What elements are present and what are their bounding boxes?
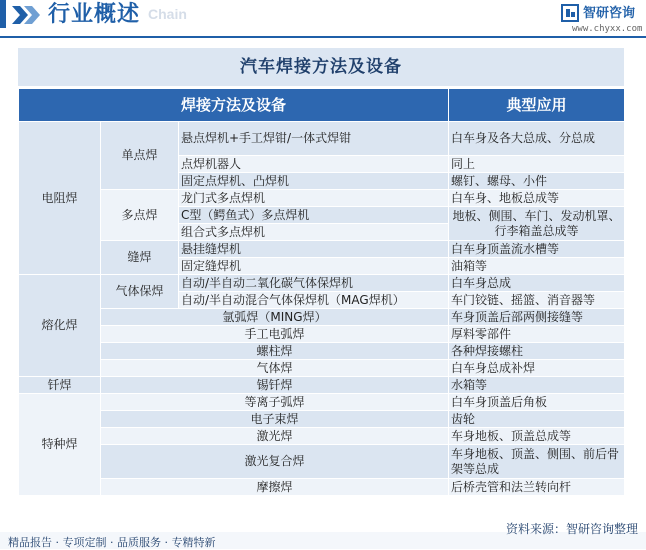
- col-header-methods: 焊接方法及设备: [19, 89, 449, 122]
- equipment-cell: 固定点焊机、凸焊机: [179, 173, 449, 190]
- footer-services: 精品报告 · 专项定制 · 品质服务 · 专精特新: [8, 536, 216, 549]
- page-header: [0, 0, 646, 40]
- table-row: [19, 479, 625, 496]
- equipment-cell: 摩擦焊: [101, 479, 449, 496]
- table-row: [19, 275, 625, 292]
- table-row: [19, 190, 625, 207]
- double-chevron-icon: [10, 4, 40, 26]
- application-cell: 白车身、地板总成等: [449, 190, 625, 207]
- subgroup-spot: 单点焊: [101, 122, 179, 190]
- equipment-cell: 氩弧焊（MING焊）: [101, 309, 449, 326]
- application-cell: 水箱等: [449, 377, 625, 394]
- table-header-row: [19, 89, 625, 122]
- application-cell: 车身顶盖后部两侧接缝等: [449, 309, 625, 326]
- equipment-cell: 手工电弧焊: [101, 326, 449, 343]
- application-cell: 车身地板、顶盖、侧围、前后骨架等总成: [449, 445, 625, 479]
- subgroup-multi: 多点焊: [101, 190, 179, 241]
- equipment-cell: 点焊机器人: [179, 156, 449, 173]
- group-resistance: 电阻焊: [19, 122, 101, 275]
- equipment-cell: 螺柱焊: [101, 343, 449, 360]
- table-row: [19, 309, 625, 326]
- equipment-cell: 等离子弧焊: [101, 394, 449, 411]
- subgroup-gas: 气体保焊: [101, 275, 179, 309]
- equipment-cell: 激光焊: [101, 428, 449, 445]
- group-brazing: 钎焊: [19, 377, 101, 394]
- header-accent-bar: [0, 0, 6, 28]
- equipment-cell: 龙门式多点焊机: [179, 190, 449, 207]
- equipment-cell: 自动/半自动二氧化碳气体保焊机: [179, 275, 449, 292]
- equipment-cell: 电子束焊: [101, 411, 449, 428]
- equipment-cell: 气体焊: [101, 360, 449, 377]
- brand-url[interactable]: www.chyxx.com: [572, 24, 643, 34]
- brand-name: 智研咨询: [583, 6, 636, 21]
- equipment-cell: 悬点焊机+手工焊钳/一体式焊钳: [179, 122, 449, 156]
- application-cell: 同上: [449, 156, 625, 173]
- table-row: [19, 326, 625, 343]
- table-row: [19, 343, 625, 360]
- equipment-cell: 组合式多点焊机: [179, 224, 449, 241]
- source-note: 资料来源：智研咨询整理: [505, 522, 638, 536]
- brand-logo-icon: [561, 4, 579, 22]
- application-cell: 各种焊接螺柱: [449, 343, 625, 360]
- equipment-cell: 锡钎焊: [101, 377, 449, 394]
- application-cell: 白车身顶盖后角板: [449, 394, 625, 411]
- group-special: 特种焊: [19, 394, 101, 496]
- equipment-cell: C型（鳄鱼式）多点焊机: [179, 207, 449, 224]
- application-cell: 白车身及各大总成、分总成: [449, 122, 625, 156]
- table-title: 汽车焊接方法及设备: [18, 48, 624, 86]
- application-cell: 白车身总成: [449, 275, 625, 292]
- equipment-cell: 激光复合焊: [101, 445, 449, 479]
- application-cell: 地板、侧围、车门、发动机罩、行李箱盖总成等: [449, 207, 625, 241]
- table-row: [19, 411, 625, 428]
- col-header-applications: 典型应用: [449, 89, 625, 122]
- subgroup-seam: 缝焊: [101, 241, 179, 275]
- table-row: [19, 122, 625, 156]
- watermark: Chain: [148, 6, 187, 22]
- table-row: [19, 445, 625, 479]
- application-cell: 白车身总成补焊: [449, 360, 625, 377]
- table-row: [19, 241, 625, 258]
- equipment-cell: 悬挂缝焊机: [179, 241, 449, 258]
- table-row: [19, 394, 625, 411]
- equipment-cell: 固定缝焊机: [179, 258, 449, 275]
- equipment-cell: 自动/半自动混合气体保焊机（MAG焊机）: [179, 292, 449, 309]
- section-title: 行业概述: [48, 2, 141, 27]
- page-footer: [0, 518, 646, 549]
- table-row: [19, 428, 625, 445]
- table-row: [19, 360, 625, 377]
- application-cell: 后桥壳管和法兰转向杆: [449, 479, 625, 496]
- application-cell: 油箱等: [449, 258, 625, 275]
- table-row: [19, 377, 625, 394]
- application-cell: 白车身顶盖流水槽等: [449, 241, 625, 258]
- application-cell: 车门铰链、摇篮、消音器等: [449, 292, 625, 309]
- application-cell: 螺钉、螺母、小件: [449, 173, 625, 190]
- header-rule: [0, 36, 646, 38]
- group-fusion: 熔化焊: [19, 275, 101, 377]
- welding-table: [18, 88, 625, 496]
- application-cell: 车身地板、顶盖总成等: [449, 428, 625, 445]
- application-cell: 厚料零部件: [449, 326, 625, 343]
- application-cell: 齿轮: [449, 411, 625, 428]
